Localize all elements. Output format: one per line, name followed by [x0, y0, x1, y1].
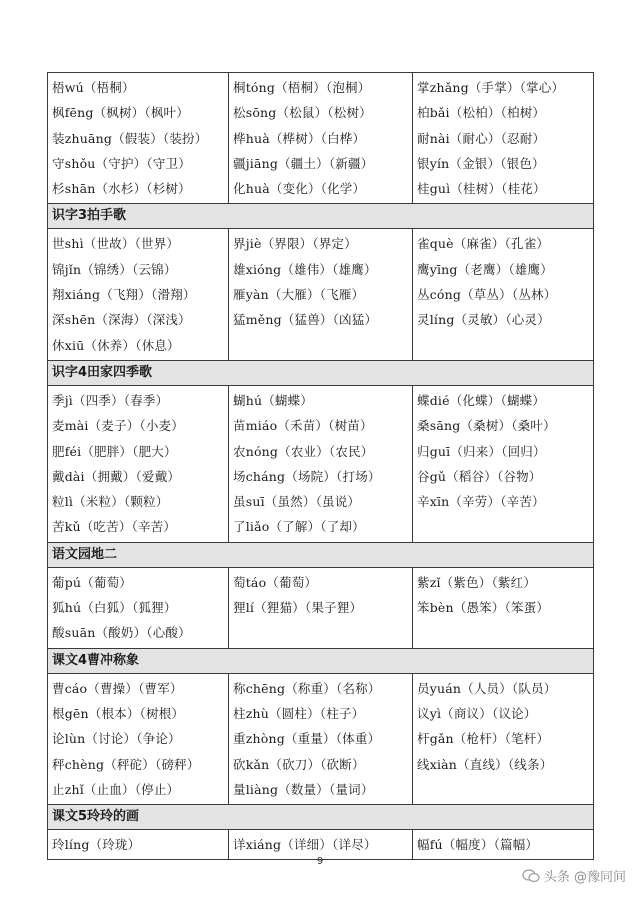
section-body-row: [48, 229, 594, 360]
vocab-entry: 虽suī（虽然）（虽说）: [233, 494, 361, 510]
section-header-row: [48, 204, 594, 229]
vocab-entry: 农nóng（农业）（农民）: [233, 443, 374, 459]
vocab-entry: 梧wú（梧桐）: [52, 80, 135, 95]
word-column: [48, 567, 229, 648]
vocab-entry: 守shǒu（守护）（守卫）: [52, 155, 191, 171]
word-column: [413, 73, 594, 204]
vocabulary-table: [47, 72, 594, 860]
vocab-entry: 世shì（世故）（世界）: [52, 236, 180, 252]
section-title: 语文园地二: [48, 542, 594, 567]
word-column: [229, 73, 413, 204]
word-column: [48, 385, 229, 542]
vocab-entry: 雀què（麻雀）（孔雀）: [417, 236, 550, 252]
vocab-entry: 雁yàn（大雁）（飞雁）: [233, 287, 365, 303]
vocab-entry: 界jiè（界限）（界定）: [233, 236, 357, 252]
watermark: [522, 866, 626, 885]
vocab-entry: 丛cóng（草丛）（丛林）: [417, 287, 557, 303]
vocab-entry: 狸lí（狸猫）（果子狸）: [233, 600, 363, 616]
section-header-row: [48, 542, 594, 567]
vocab-entry: 幅fú（幅度）（篇幅）: [417, 837, 539, 853]
vocab-entry: 酸suān（酸奶）（心酸）: [52, 625, 191, 641]
vocab-entry: 掌zhǎng（手掌）（掌心）: [417, 80, 565, 95]
vocab-entry: 了liǎo（了解）（了却）: [233, 519, 365, 535]
section-title: 课文5玲玲的画: [48, 805, 594, 830]
vocab-entry: 季jì（四季）（春季）: [52, 392, 169, 408]
word-column: [413, 673, 594, 804]
vocab-entry: 详xiáng（详细）（详尽）: [233, 837, 377, 853]
vocab-entry: 戴dài（拥戴）（爱戴）: [52, 468, 181, 484]
vocab-entry: 笨bèn（愚笨）（笨蛋）: [417, 600, 550, 616]
vocab-entry: 狐hú（白狐）（狐狸）: [52, 600, 177, 616]
section-title: 课文4曹冲称象: [48, 648, 594, 673]
word-column: [413, 385, 594, 542]
vocab-entry: 论lùn（讨论）（争论）: [52, 731, 181, 747]
vocabulary-sheet: [47, 72, 594, 860]
vocab-entry: 紫zǐ（紫色）（紫红）: [417, 574, 537, 590]
wechat-icon: [522, 869, 540, 883]
page-number: 9: [316, 856, 324, 867]
word-column: [413, 567, 594, 648]
vocab-entry: 止zhǐ（止血）（停止）: [52, 781, 180, 797]
vocab-entry: 议yì（商议）（议论）: [417, 705, 537, 721]
word-column: [48, 229, 229, 360]
word-column: [48, 673, 229, 804]
vocab-entry: 柏bǎi（松柏）（柏树）: [417, 105, 546, 121]
vocab-entry: 灵líng（灵敏）（心灵）: [417, 312, 550, 328]
vocab-entry: 银yín（金银）（银色）: [417, 155, 545, 171]
vocab-entry: 柱zhù（圆柱）（柱子）: [233, 705, 365, 721]
section-body-row: [48, 385, 594, 542]
vocab-entry: 猛měng（猛兽）（凶猛）: [233, 312, 378, 328]
vocab-entry: 桐tóng（梧桐）（泡桐）: [233, 80, 371, 95]
vocab-entry: 鹰yīng（老鹰）（雄鹰）: [417, 261, 553, 277]
vocab-entry: 场cháng（场院）（打场）: [233, 468, 381, 484]
vocab-entry: 辛xīn（辛劳）（辛苦）: [417, 494, 545, 510]
vocab-entry: 曹cáo（曹操）（曹军）: [52, 680, 183, 696]
vocab-entry: 肥féi（肥胖）（肥大）: [52, 443, 177, 459]
vocab-entry: 化huà（变化）（化学）: [233, 181, 366, 197]
word-column: [48, 73, 229, 204]
vocab-entry: 量liàng（数量）（量词）: [233, 781, 374, 797]
watermark-text: 头条 @豫同间: [543, 870, 626, 885]
section-header-row: [48, 360, 594, 385]
vocab-entry: 谷gǔ（稻谷）（谷物）: [417, 468, 542, 484]
vocab-entry: 疆jiāng（疆土）（新疆）: [233, 155, 374, 171]
vocab-entry: 休xiū（休养）（休息）: [52, 337, 180, 353]
vocab-entry: 松sōng（松鼠）（松树）: [233, 105, 372, 121]
section-header-row: [48, 805, 594, 830]
vocab-entry: 粒lì（米粒）（颗粒）: [52, 494, 169, 510]
word-column: [413, 229, 594, 360]
section-header-row: [48, 648, 594, 673]
section-body-row: [48, 673, 594, 804]
vocab-entry: 秤chèng（秤砣）（磅秤）: [52, 756, 200, 772]
vocab-entry: 员yuán（人员）（队员）: [417, 680, 557, 696]
vocab-entry: 桂guì（桂树）（桂花）: [417, 181, 546, 197]
vocab-entry: 根gēn（根本）（树根）: [52, 705, 185, 721]
vocab-entry: 苦kǔ（吃苦）（辛苦）: [52, 519, 177, 535]
vocab-entry: 萄táo（葡萄）: [233, 574, 318, 590]
vocab-entry: 重zhòng（重量）（体重）: [233, 731, 381, 747]
vocab-entry: 玲líng（玲珑）: [52, 837, 141, 853]
vocab-entry: 装zhuāng（假装）（装扮）: [52, 130, 208, 146]
vocab-entry: 苗miáo（禾苗）（树苗）: [233, 418, 373, 434]
word-column: [229, 229, 413, 360]
section-body-row: [48, 73, 594, 204]
word-column: [229, 673, 413, 804]
word-column: [229, 567, 413, 648]
vocab-entry: 葡pú（葡萄）: [52, 574, 132, 590]
word-column: [229, 385, 413, 542]
vocab-entry: 蝶dié（化蝶）（蝴蝶）: [417, 392, 546, 408]
vocab-entry: 杆gǎn（枪杆）（笔杆）: [417, 731, 550, 747]
vocab-entry: 深shēn（深海）（深浅）: [52, 312, 191, 328]
vocab-entry: 蝴hú（蝴蝶）: [233, 392, 314, 408]
vocab-entry: 称chēng（称重）（名称）: [233, 680, 381, 696]
vocab-entry: 雄xióng（雄伟）（雄鹰）: [233, 261, 377, 277]
vocab-entry: 桑sāng（桑树）（桑叶）: [417, 418, 556, 434]
section-body-row: [48, 567, 594, 648]
vocab-entry: 归guī（归来）（回归）: [417, 443, 546, 459]
vocab-entry: 桦huà（桦树）（白桦）: [233, 130, 366, 146]
vocab-entry: 锦jǐn（锦绣）（云锦）: [52, 261, 177, 277]
section-title: 识字3拍手歌: [48, 204, 594, 229]
vocab-entry: 麦mài（麦子）（小麦）: [52, 418, 184, 434]
section-title: 识字4田家四季歌: [48, 360, 594, 385]
vocab-entry: 枫fēng（枫树）（枫叶）: [52, 105, 189, 121]
vocab-entry: 杉shān（水杉）（杉树）: [52, 181, 191, 197]
vocab-entry: 线xiàn（直线）（线条）: [417, 756, 553, 772]
vocab-entry: 翔xiáng（飞翔）（滑翔）: [52, 287, 196, 303]
vocab-entry: 砍kǎn（砍刀）（砍断）: [233, 756, 365, 772]
vocab-entry: 耐nài（耐心）（忍耐）: [417, 130, 546, 146]
